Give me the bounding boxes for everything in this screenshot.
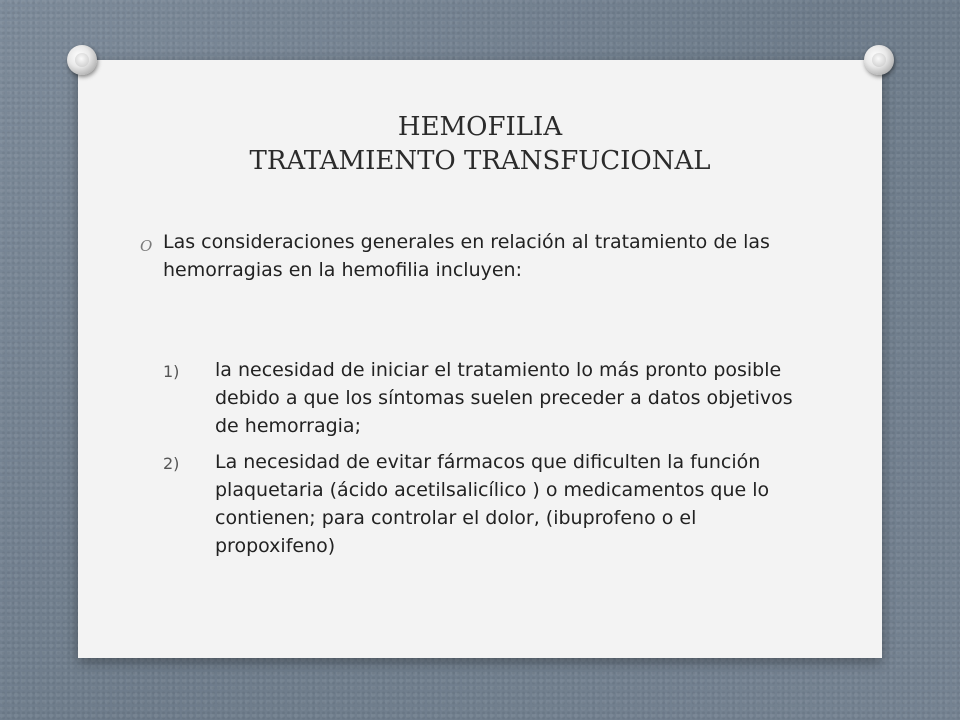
pushpin-icon	[864, 45, 894, 75]
intro-paragraph	[140, 228, 803, 284]
intro-text: Las consideraciones generales en relación al tratamiento de las hemorragias en la hemofilia incluyen:	[163, 231, 770, 281]
pushpin-icon	[67, 45, 97, 75]
list-item-number: 2)	[163, 454, 180, 473]
list-item	[163, 448, 803, 560]
list-item-number: 1)	[163, 362, 180, 381]
list-item	[163, 356, 803, 440]
bullet-o-icon: O	[140, 237, 153, 255]
title-line-1: HEMOFILIA	[397, 112, 563, 142]
list-item-text: la necesidad de iniciar el tratamiento lo más pronto posible debido a que los síntomas suelen preceder a datos objetivos de hemorragia;	[215, 359, 793, 437]
slide-title	[0, 110, 960, 178]
numbered-list	[163, 356, 803, 568]
title-line-2: TRATAMIENTO TRANSFUCIONAL	[249, 146, 711, 176]
list-item-text: La necesidad de evitar fármacos que dificulten la función plaquetaria (ácido acetilsalicílico ) o medicamentos que lo contienen; para controlar el dolor, (ibuprofeno o el propoxifeno)	[215, 451, 770, 557]
